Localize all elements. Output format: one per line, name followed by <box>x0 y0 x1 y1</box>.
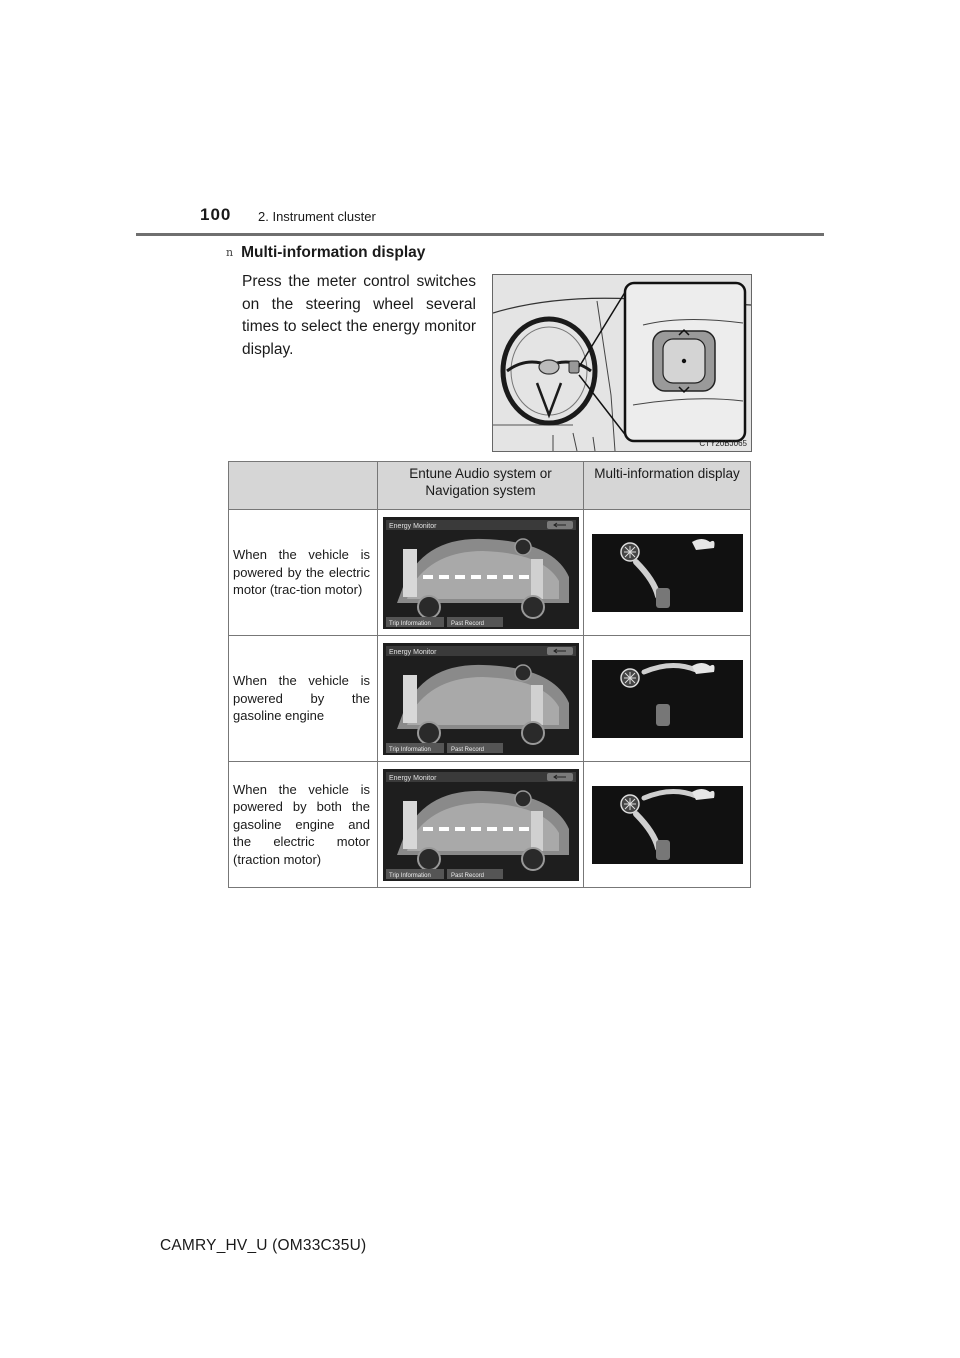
trip-information-tab: Trip Information <box>388 620 431 627</box>
bullet-icon: n <box>226 246 234 259</box>
steering-wheel-figure <box>492 274 752 452</box>
section-title: 2. Instrument cluster <box>258 209 376 224</box>
mid-display-cell <box>584 762 751 888</box>
energy-monitor-table <box>228 461 751 888</box>
energy-monitor-screen <box>383 643 579 755</box>
mid-energy-screen <box>592 534 743 612</box>
table-row <box>229 636 751 762</box>
condition-text: When the vehicle is powered by the gasoline engine <box>229 636 378 762</box>
header-entune: Entune Audio system or Navigation system <box>378 462 584 510</box>
table-row <box>229 762 751 888</box>
energy-monitor-screen <box>383 769 579 881</box>
nav-screen-cell <box>378 762 584 888</box>
mid-energy-screen <box>592 786 743 864</box>
past-record-tab: Past Record <box>450 620 484 627</box>
screen-title: Energy Monitor <box>388 648 436 656</box>
subsection-heading <box>226 244 425 262</box>
screen-title: Energy Monitor <box>388 522 436 530</box>
past-record-tab: Past Record <box>450 872 484 879</box>
condition-text: When the vehicle is powered by both the gasoline engine and the electric motor (traction motor) <box>229 762 378 888</box>
table-header-row <box>229 462 751 510</box>
nav-screen-cell <box>378 636 584 762</box>
table-row <box>229 510 751 636</box>
heading-title: Multi-information display <box>241 244 426 261</box>
condition-text: When the vehicle is powered by the electric motor (trac-tion motor) <box>229 510 378 636</box>
mid-display-cell <box>584 510 751 636</box>
page-number: 100 <box>200 205 232 224</box>
header-mid: Multi-information display <box>584 462 751 510</box>
mid-energy-screen <box>592 660 743 738</box>
steering-wheel-illustration <box>493 275 751 451</box>
screen-title: Energy Monitor <box>388 774 436 782</box>
nav-screen-cell <box>378 510 584 636</box>
energy-monitor-screen <box>383 517 579 629</box>
footer-model-code: CAMRY_HV_U (OM33C35U) <box>160 1237 367 1254</box>
past-record-tab: Past Record <box>450 746 484 753</box>
trip-information-tab: Trip Information <box>388 872 431 879</box>
mid-display-cell <box>584 636 751 762</box>
header-empty <box>229 462 378 510</box>
header-divider <box>136 233 824 236</box>
figure-code: CTY20BJ065 <box>699 439 747 448</box>
trip-information-tab: Trip Information <box>388 746 431 753</box>
instruction-text: Press the meter control switches on the steering wheel several times to select the energy monitor display. <box>242 273 476 358</box>
